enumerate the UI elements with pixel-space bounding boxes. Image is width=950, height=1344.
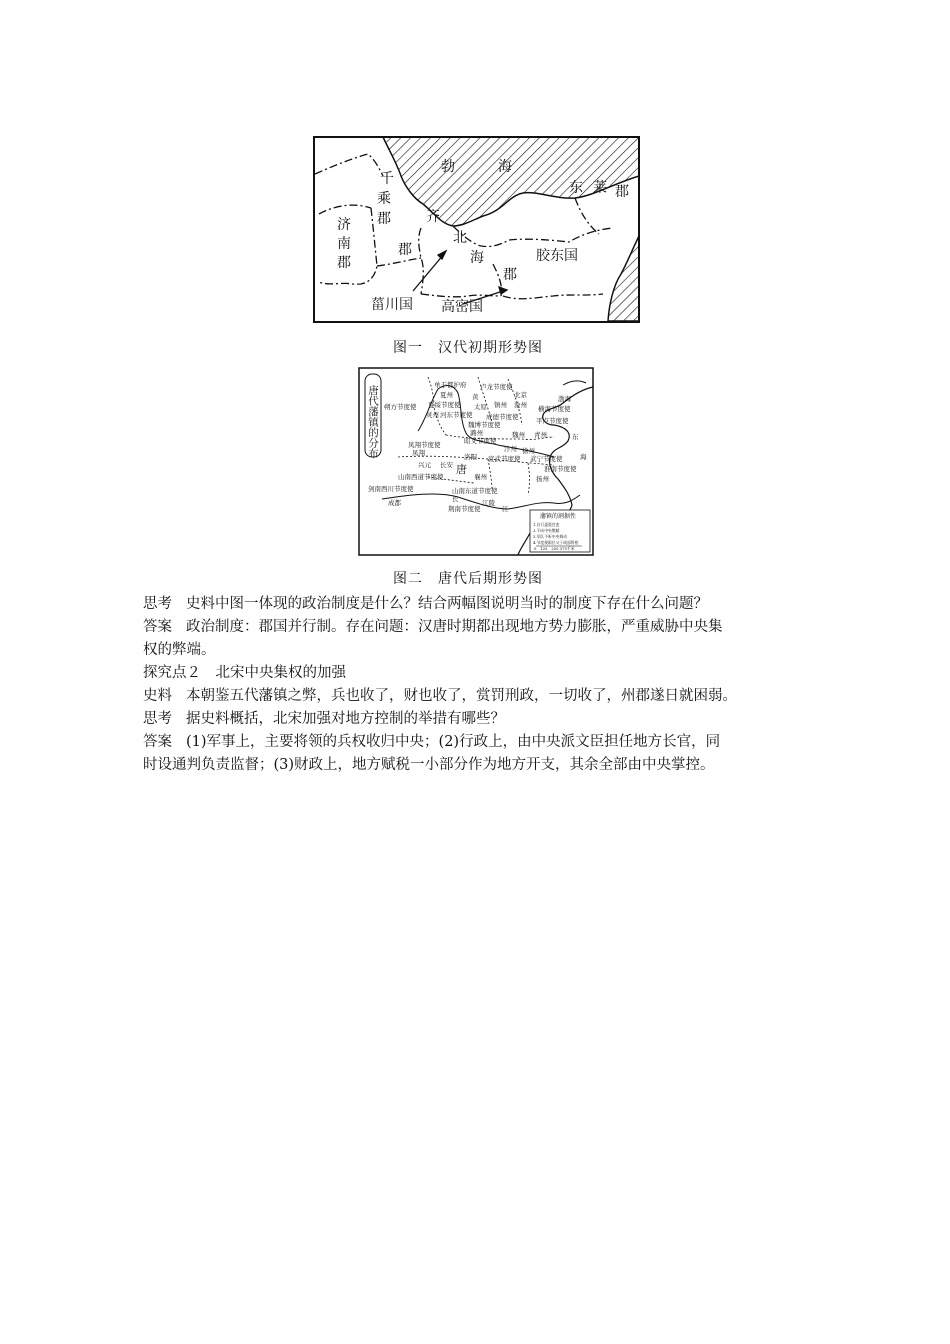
line-text: 时设通判负责监督；(3)财政上，地方赋税一小部分作为地方开支，其余全部由中央掌控。 — [143, 757, 715, 773]
tang-label-l30: 兴元 — [418, 461, 431, 469]
tang-label-l03: 夏州 — [440, 391, 453, 399]
paragraph-answer-2 — [143, 731, 823, 777]
tang-label-l26: 洛阳 — [464, 453, 477, 461]
zichuan-label: 菑川国 — [371, 297, 413, 313]
text-line — [143, 616, 823, 639]
section-heading — [143, 662, 823, 685]
qiancheng-label-3: 郡 — [377, 211, 391, 227]
tang-label-l02: 卢龙节度使 — [480, 383, 513, 391]
paragraph-think-2 — [143, 708, 823, 731]
qiancheng-label-2: 乘 — [377, 191, 391, 207]
line-text: (1)军事上，主要将领的兵权收归中央；(2)行政上，由中央派文臣担任地方长官，同 — [186, 734, 721, 750]
line-text: 探究点２ 北宋中央集权的加强 — [143, 665, 346, 681]
tang-label-l31: 长安 — [440, 461, 453, 469]
text-line — [143, 593, 823, 616]
tang-legend-item: 1.自行委派官吏 — [533, 522, 560, 527]
tang-label-l04: 黄 — [472, 393, 479, 401]
tang-map-title: 唐代藩镇的分布 — [367, 385, 379, 459]
figure1-caption: 图一 汉代初期形势图 — [393, 340, 543, 356]
line-text: 史料中图一体现的政治制度是什么？结合两幅图说明当时的制度下存在什么问题？ — [186, 596, 708, 612]
gaomi-label: 高密国 — [441, 299, 483, 315]
tang-legend-title: 藩镇的割据性 — [540, 513, 577, 520]
tang-label-l23: 凤翔 — [412, 449, 425, 457]
tang-label-l35: 山南西道节度使 — [398, 473, 444, 481]
body-text — [143, 593, 823, 777]
tang-label-l22: 凤翔节度使 — [408, 441, 441, 449]
tang-label-l39: 山南东道节度使 — [452, 487, 498, 495]
tang-label-l38: 剑南西川节度使 — [368, 485, 414, 493]
tang-label-l07: 朔方节度使 — [384, 403, 417, 411]
line-text: 据史料概括，北宋加强对地方控制的举措有哪些？ — [186, 711, 505, 727]
tang-label-l18: 潞州 — [470, 429, 483, 437]
qiancheng-label-1: 千 — [380, 171, 394, 187]
tang-legend-item: 2.不向中央缴赋 — [533, 528, 560, 533]
tang-legend-item: 4.节度使职位父子或部将相 — [533, 540, 579, 545]
tang-label-l20: 青州 — [534, 431, 547, 439]
tang-label-l37: 扬州 — [536, 475, 549, 483]
tang-label-l10: 镇州 — [494, 401, 507, 409]
tang-label-l12: 横海节度使 — [538, 405, 571, 413]
tang-label-l40: 成都 — [388, 499, 401, 507]
tang-label-l14: 河东节度使 — [440, 411, 473, 419]
beihai-label-3: 郡 — [503, 267, 517, 283]
text-line — [143, 639, 823, 662]
qi-label-1: 齐 — [426, 209, 440, 225]
tang-label-l25: 徐州 — [522, 447, 535, 455]
beihai-label-1: 北 — [453, 230, 467, 246]
tang-map — [358, 367, 594, 556]
tang-label-l29: 东 — [572, 433, 579, 441]
tang-label-l21: 昭义节度使 — [464, 437, 497, 445]
tang-label-l06: 渤海 — [558, 395, 571, 403]
tang-label-l28: 武宁节度使 — [530, 455, 563, 463]
text-line — [143, 708, 823, 731]
tang-label-l41: 长 — [452, 495, 459, 503]
jinan-label-1: 济 — [337, 217, 351, 233]
line-text: 本朝鉴五代藩镇之弊，兵也收了，财也收了，赏罚刑政，一切收了，州郡遂日就困弱。 — [186, 688, 737, 704]
line-label: 思考 — [143, 596, 172, 612]
tang-label-l05: 北京 — [514, 391, 527, 399]
tang-label-l13: 灵州 — [426, 411, 439, 419]
tang-legend-item: 3.军队不听中央调动 — [533, 534, 567, 539]
tang-label-l36: 襄州 — [474, 473, 487, 481]
tang-label-l08: 夏绥节度使 — [428, 401, 461, 409]
tang-label-l11: 沧州 — [514, 401, 527, 409]
tang-legend-scale: 0 125 250 375千米 — [534, 546, 575, 551]
paragraph-answer-1 — [143, 616, 823, 662]
tang-label-l24: 汴州 — [504, 445, 517, 453]
jinan-label-3: 郡 — [337, 255, 351, 271]
tang-label-l09: 太原 — [474, 403, 487, 411]
text-line — [143, 731, 823, 754]
tang-label-l44: 江 — [502, 505, 509, 513]
han-map — [313, 136, 640, 323]
tang-label-l01: 单于都护府 — [434, 381, 467, 389]
text-line — [143, 754, 823, 777]
line-label: 思考 — [143, 711, 172, 727]
tang-label-l17: 魏博节度使 — [468, 421, 501, 429]
bohai-label-1: 勃 — [441, 159, 455, 175]
tang-label-l34: 海 — [580, 453, 587, 461]
beihai-label-2: 海 — [470, 250, 484, 266]
line-text: 政治制度：郡国并行制。存在问题：汉唐时期都出现地方势力膨胀，严重威胁中央集 — [186, 619, 723, 635]
tang-label-l42: 江陵 — [482, 499, 495, 507]
paragraph-source — [143, 685, 823, 708]
line-label: 答案 — [143, 619, 172, 635]
tang-label-l16: 平卢节度使 — [536, 417, 569, 425]
tang-label-l33: 淮南节度使 — [544, 465, 577, 473]
text-line — [143, 685, 823, 708]
paragraph-think-1 — [143, 593, 823, 616]
tang-label-l15: 成德节度使 — [486, 413, 519, 421]
line-label: 答案 — [143, 734, 172, 750]
paragraph-section-heading — [143, 662, 823, 685]
qi-label-2: 郡 — [398, 242, 412, 258]
tang-label-l27: 宣武节度使 — [488, 455, 521, 463]
jiaodong-label: 胶东国 — [536, 248, 578, 264]
jinan-label-2: 南 — [337, 236, 351, 252]
line-label: 史料 — [143, 688, 172, 704]
bohai-label-2: 海 — [498, 159, 512, 175]
tang-label-l43: 荆南节度使 — [448, 505, 481, 513]
figure2-caption: 图二 唐代后期形势图 — [393, 571, 543, 587]
tang-label-l19: 魏州 — [512, 431, 525, 439]
donglai-label-2: 莱 — [593, 180, 607, 196]
donglai-label-1: 东 — [569, 180, 583, 196]
donglai-label-3: 郡 — [615, 184, 629, 200]
line-text: 权的弊端。 — [143, 642, 216, 658]
tang-label-l32: 唐 — [456, 463, 467, 476]
